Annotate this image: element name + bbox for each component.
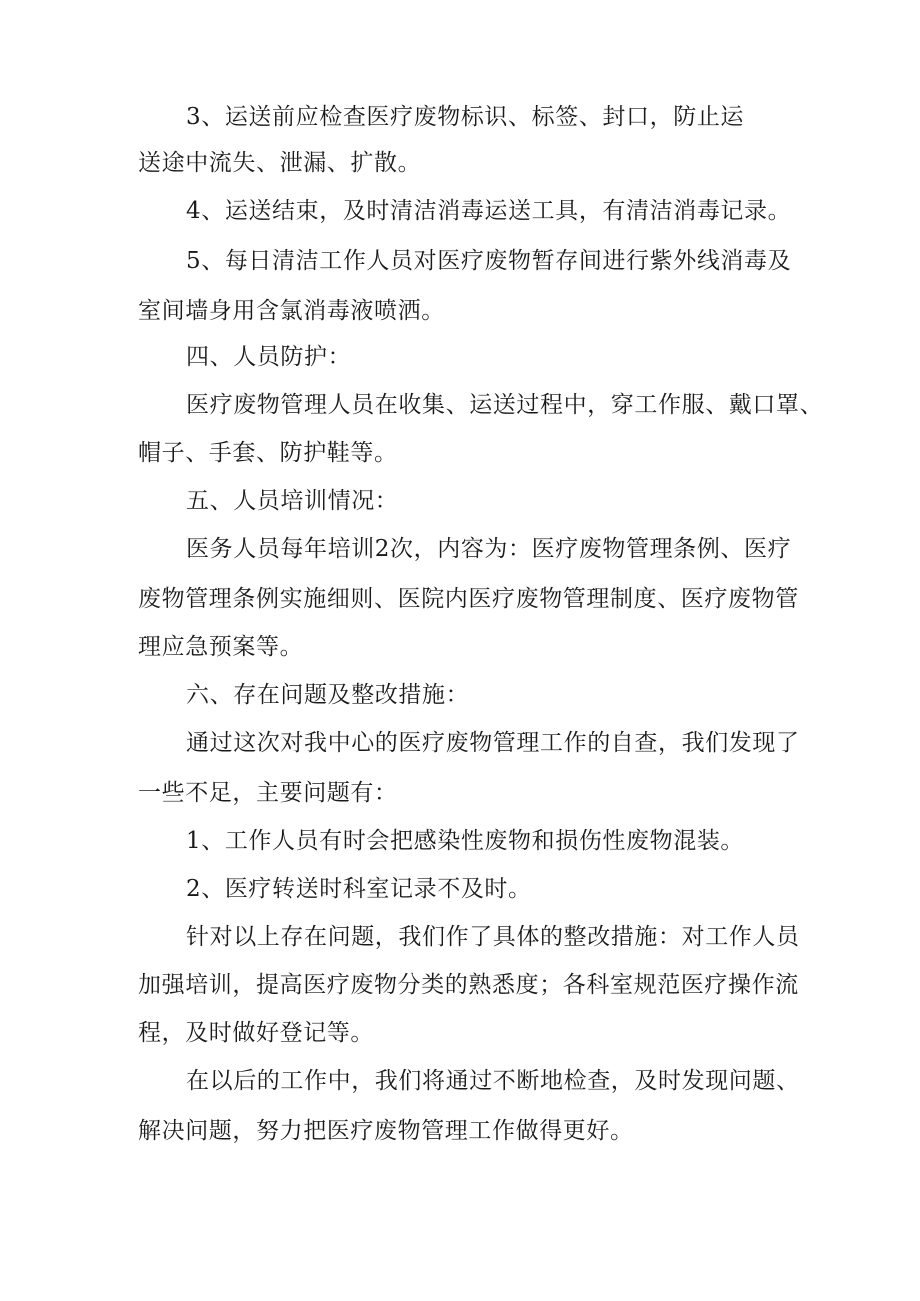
paragraph-line: 理应急预案等。 (138, 634, 304, 660)
list-item: 1、工作人员有时会把感染性废物和损伤性废物混装。 (186, 828, 745, 854)
list-item: 2、医疗转送时科室记录不及时。 (186, 876, 532, 902)
paragraph-line: 3、运送前应检查医疗废物标识、标签、封口，防止运 (186, 104, 745, 130)
paragraph-line: 在以后的工作中，我们将通过不断地检查，及时发现问题、 (186, 1068, 800, 1094)
paragraph-line: 送途中流失、泄漏、扩散。 (138, 150, 422, 176)
paragraph-line: 室间墙身用含氯消毒液喷洒。 (138, 298, 445, 324)
section-heading: 六、存在问题及整改措施： (186, 682, 470, 708)
paragraph-line: 医务人员每年培训2次，内容为：医疗废物管理条例、医疗 (186, 536, 792, 562)
paragraph-line: 5、每日清洁工作人员对医疗废物暂存间进行紫外线消毒及 (186, 248, 792, 274)
paragraph-line: 通过这次对我中心的医疗废物管理工作的自查，我们发现了 (186, 730, 800, 756)
paragraph-line: 一些不足，主要问题有： (138, 780, 398, 806)
section-heading: 五、人员培训情况： (186, 488, 399, 514)
paragraph-line: 废物管理条例实施细则、医院内医疗废物管理制度、医疗废物管 (138, 586, 799, 612)
paragraph-line: 加强培训，提高医疗废物分类的熟悉度；各科室规范医疗操作流 (138, 972, 799, 998)
section-heading: 四、人员防护： (186, 344, 352, 370)
paragraph-line: 解决问题，努力把医疗废物管理工作做得更好。 (138, 1118, 634, 1144)
paragraph-line: 针对以上存在问题，我们作了具体的整改措施：对工作人员 (186, 924, 800, 950)
paragraph-line: 帽子、手套、防护鞋等。 (138, 440, 398, 466)
paragraph-line: 程，及时做好登记等。 (138, 1020, 374, 1046)
paragraph-line: 4、运送结束，及时清洁消毒运送工具，有清洁消毒记录。 (186, 198, 792, 224)
paragraph-line: 医疗废物管理人员在收集、运送过程中，穿工作服、戴口罩、 (186, 392, 824, 418)
